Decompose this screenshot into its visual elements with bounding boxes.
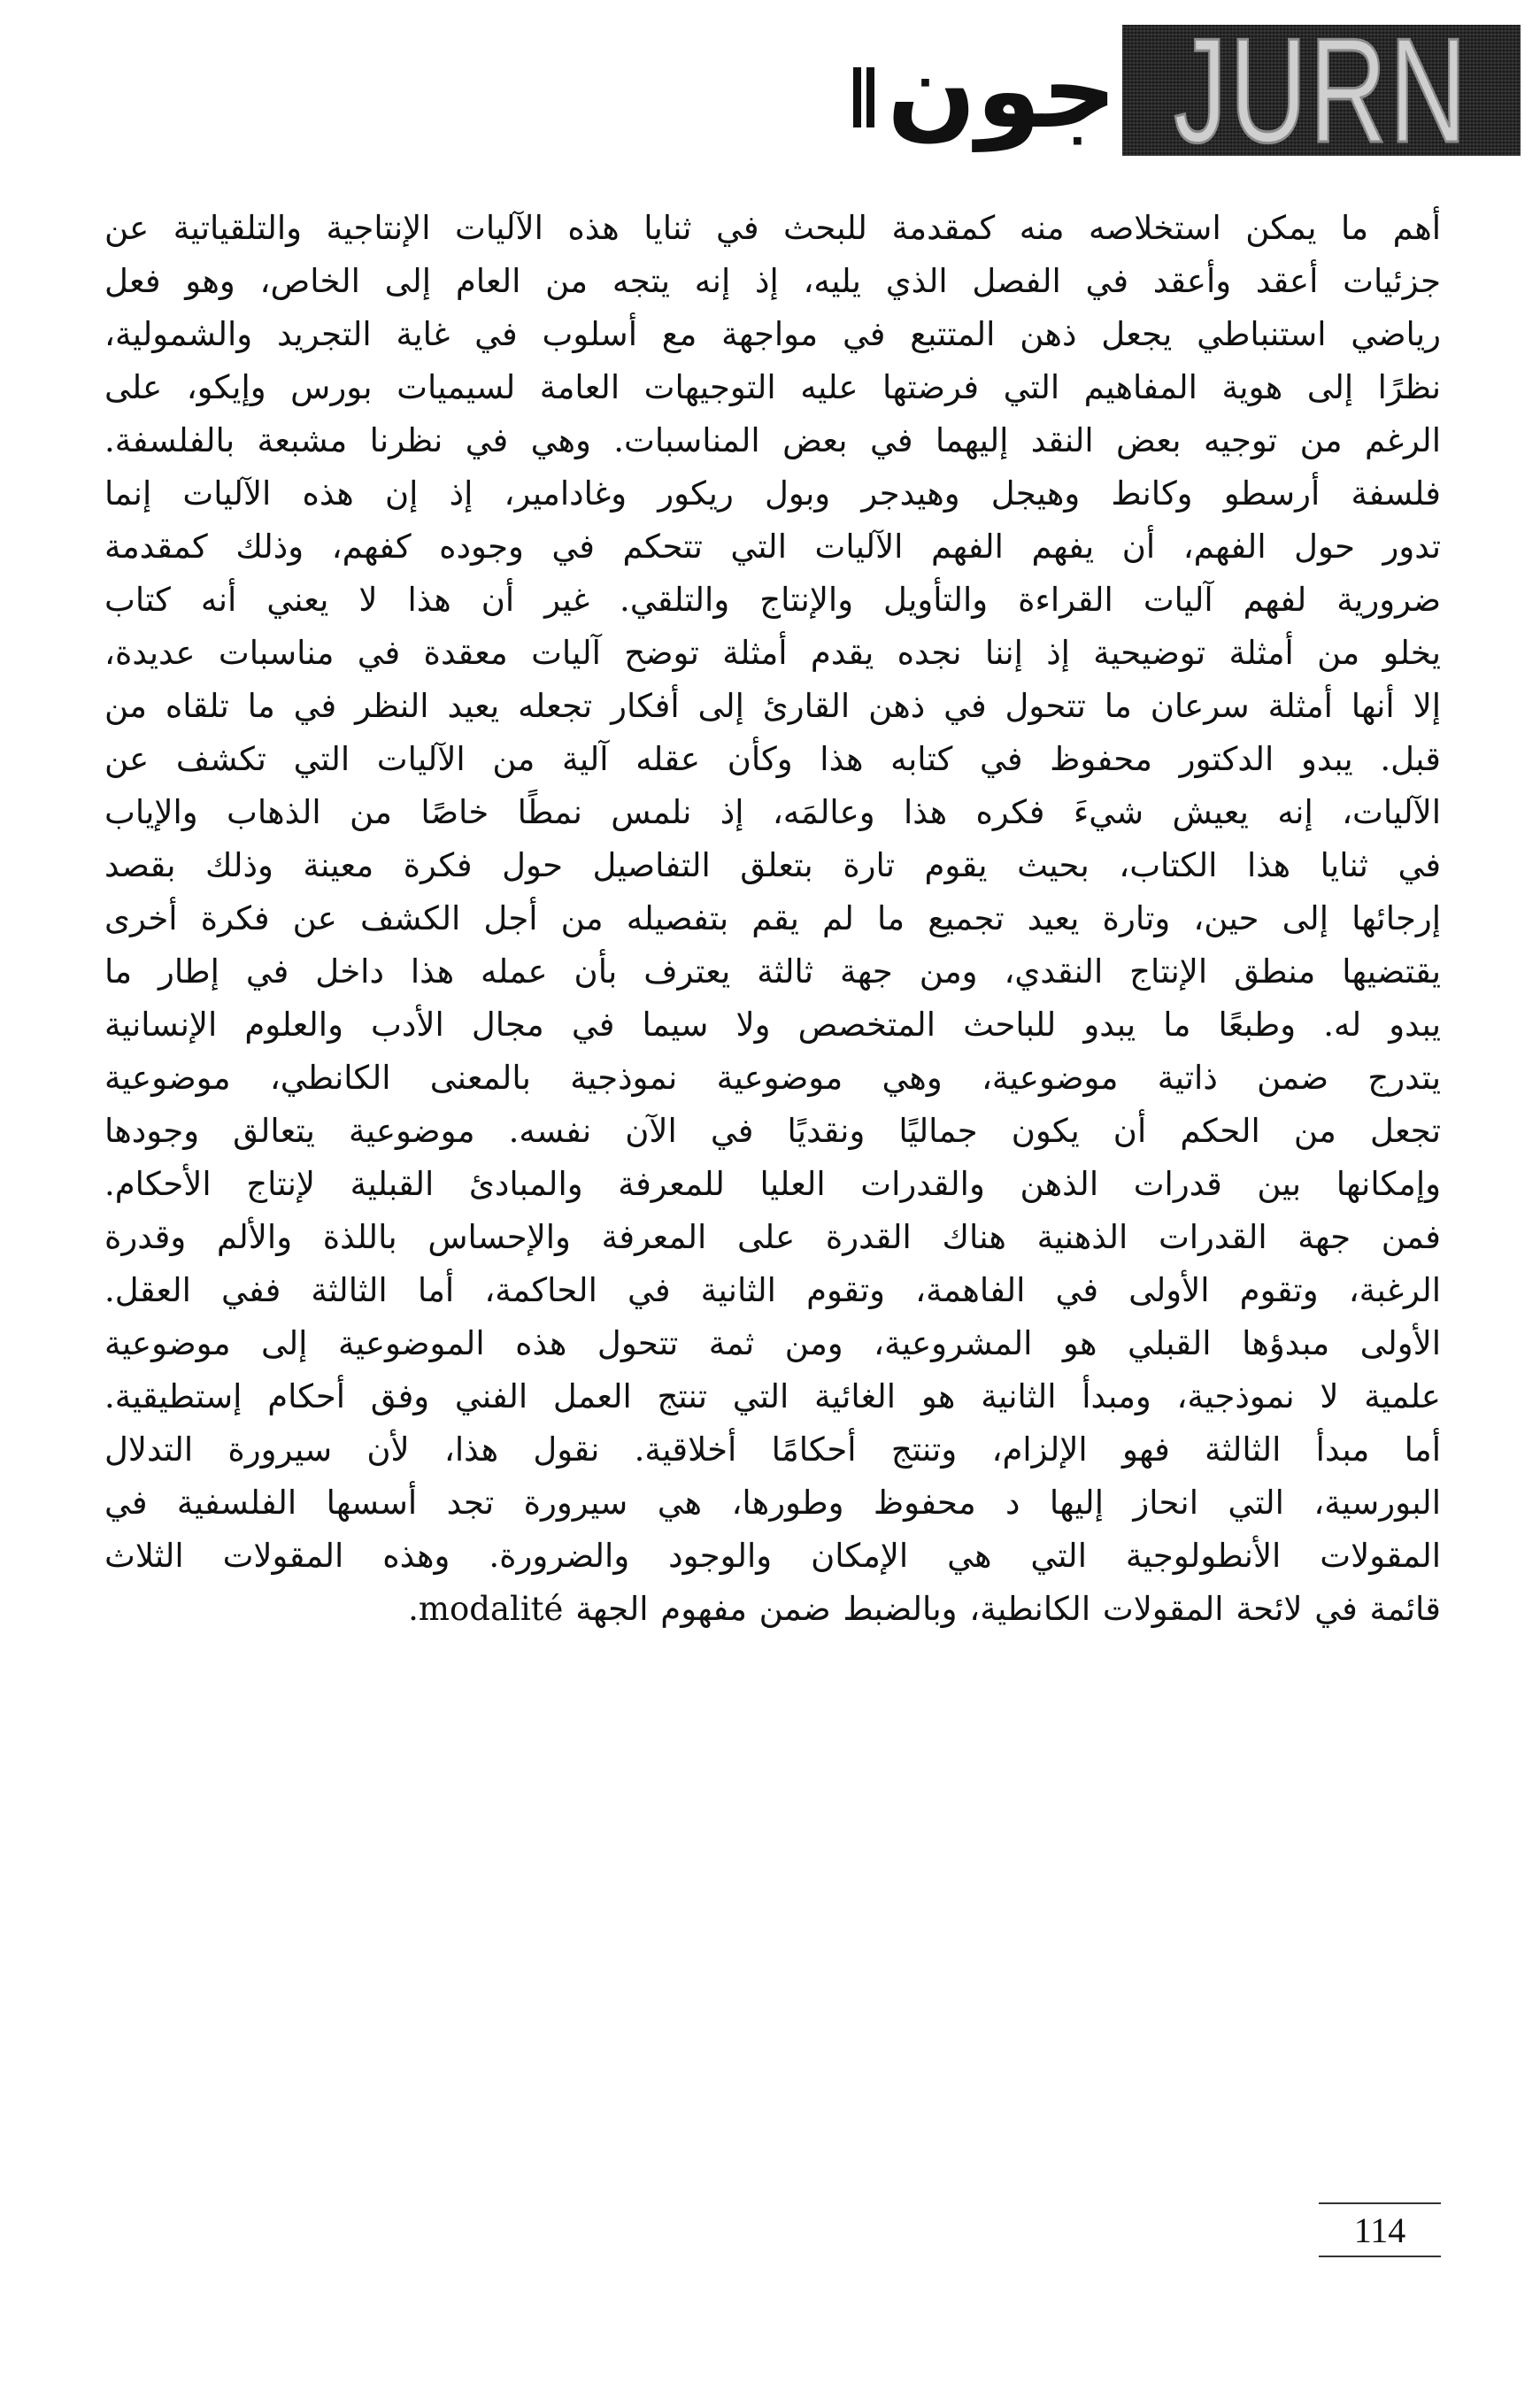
text-line: المقولات الأنطولوجية التي هي الإمكان والوجود والضرورة. وهذه المقولات الثلاث (104, 1537, 1441, 1575)
text-line-last: قائمة في لائحة المقولات الكانطية، وبالضبط ضمن مفهوم الجهة modalité. (408, 1590, 1441, 1628)
text-line: في ثنايا هذا الكتاب، بحيث يقوم تارة بتعلق التفاصيل حول فكرة معينة وذلك بقصد (104, 846, 1441, 884)
text-line: الرغبة، وتقوم الأولى في الفاهمة، وتقوم الثانية في الحاكمة، أما الثالثة ففي العقل. (104, 1271, 1441, 1309)
text-line: يخلو من أمثلة توضيحية إذ إننا نجده يقدم أمثلة توضح آليات معقدة في مناسبات عديدة، (104, 634, 1441, 672)
text-line: نظرًا إلى هوية المفاهيم التي فرضتها عليه التوجيهات العامة لسيميات بورس وإيكو، على (104, 368, 1441, 406)
text-line: أهم ما يمكن استخلاصه منه كمقدمة للبحث في ثنايا هذه الآليات الإنتاجية والتلقياتية عن (104, 209, 1441, 247)
text-line: الآليات، إنه يعيش شيءَ فكره هذا وعالمَه، إذ نلمس نمطًا خاصًا من الذهاب والإياب (104, 793, 1441, 831)
body-text (104, 202, 1441, 1636)
text-line: فلسفة أرسطو وكانط وهيجل وهيدجر وبول ريكور وغادامير، إذ إن هذه الآليات إنما (104, 474, 1441, 513)
text-line: يبدو له. وطبعًا ما يبدو للباحث المتخصص ولا سيما في مجال الأدب والعلوم الإنسانية (104, 1006, 1441, 1044)
text-line: وإمكانها بين قدرات الذهن والقدرات العليا للمعرفة والمبادئ القبلية لإنتاج الأحكام. (104, 1165, 1441, 1203)
logo-latin-text: JURN (1173, 25, 1470, 156)
text-line: إرجائها إلى حين، وتارة يعيد تجميع ما لم يقم بتفصيله من أجل الكشف عن فكرة أخرى (104, 899, 1441, 937)
page-number-rule-bottom (1319, 2256, 1441, 2257)
logo-arabic-part (848, 25, 1122, 156)
text-line: الأولى مبدؤها القبلي هو المشروعية، ومن ثمة تتحول هذه الموضوعية إلى موضوعية (104, 1324, 1441, 1362)
text-line: يتدرج ضمن ذاتية موضوعية، وهي موضوعية نموذجية بالمعنى الكانطي، موضوعية (104, 1059, 1441, 1097)
text-line: الرغم من توجيه بعض النقد إليهما في بعض المناسبات. وهي في نظرنا مشبعة بالفلسفة. (104, 421, 1441, 459)
page-number-rule-top (1319, 2202, 1441, 2204)
text-line: أما مبدأ الثالثة فهو الإلزام، وتنتج أحكامًا أخلاقية. نقول هذا، لأن سيرورة التدلال (104, 1431, 1441, 1469)
page-number: 114 (1353, 2210, 1406, 2250)
text-line: فمن جهة القدرات الذهنية هناك القدرة على المعرفة والإحساس باللذة والألم وقدرة (104, 1218, 1441, 1256)
text-line: تدور حول الفهم، أن يفهم الفهم الآليات التي تتحكم في وجوده كفهم، وذلك كمقدمة (104, 528, 1441, 566)
logo-arabic-text: جون (887, 29, 1117, 151)
logo-bars (853, 67, 874, 127)
text-line: البورسية، التي انحاز إليها د محفوظ وطورها، هي سيرورة تجد أسسها الفلسفية في (104, 1484, 1441, 1522)
text-line: إلا أنها أمثلة سرعان ما تتحول في ذهن القارئ إلى أفكار تجعله يعيد النظر في ما تلقاه من (104, 687, 1441, 725)
text-line: رياضي استنباطي يجعل ذهن المتتبع في مواجهة مع أسلوب في غاية التجريد والشمولية، (104, 315, 1441, 353)
text-line: قبل. يبدو الدكتور محفوظ في كتابه هذا وكأن عقله آلية من الآليات التي تكشف عن (104, 740, 1441, 778)
text-line: تجعل من الحكم أن يكون جماليًا ونقديًا في الآن نفسه. موضوعية يتعالق وجودها (104, 1112, 1441, 1150)
text-line: ضرورية لفهم آليات القراءة والتأويل والإنتاج والتلقي. غير أن هذا لا يعني أنه كتاب (104, 581, 1441, 619)
text-line: يقتضيها منطق الإنتاج النقدي، ومن جهة ثالثة يعترف بأن عمله هذا داخل في إطار ما (104, 952, 1441, 991)
masthead-logo (848, 25, 1521, 156)
text-line: علمية لا نموذجية، ومبدأ الثانية هو الغائية التي تنتج العمل الفني وفق أحكام إستطيقية. (104, 1377, 1441, 1415)
text-line: جزئيات أعقد وأعقد في الفصل الذي يليه، إذ إنه يتجه من العام إلى الخاص، وهو فعل (104, 262, 1441, 300)
logo-latin-part (1122, 25, 1521, 156)
